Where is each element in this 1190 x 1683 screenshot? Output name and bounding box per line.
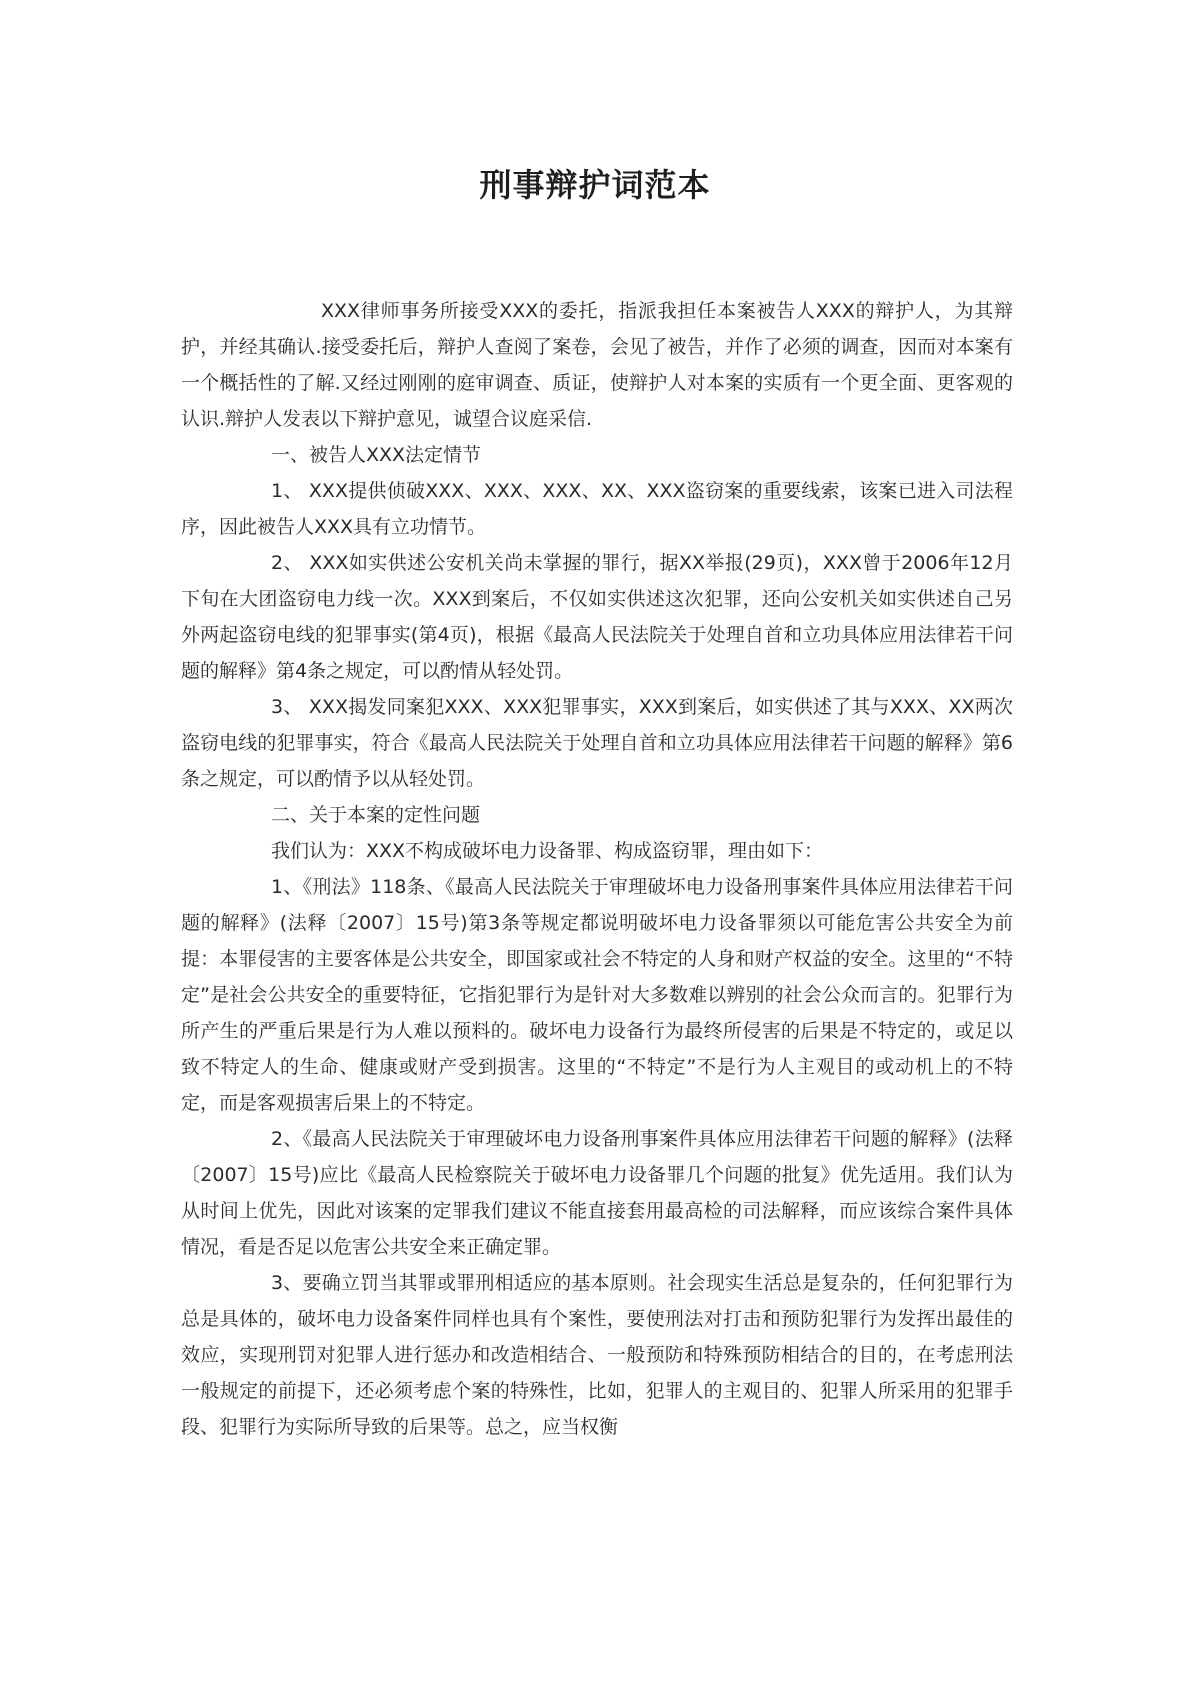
paragraph-item-2: 2、 XXX如实供述公安机关尚未掌握的罪行，据XX举报(29页)，XXX曾于2006年12月下旬在大团盗窃电力线一次。XXX到案后，不仅如实供述这次犯罪，还向公安机关如实供述自己另外两起盗窃电线的犯罪事实(第4页)，根据《最高人民法院关于处理自首和立功具体应用法律若干问题的解释》第4条之规定，可以酌情从轻处罚。 (181, 552, 1013, 682)
document-body (181, 293, 1013, 1445)
section-heading-2: 二、关于本案的定性问题 (271, 804, 481, 826)
reason-paragraph-3: 3、要确立罚当其罪或罪刑相适应的基本原则。社会现实生活总是复杂的，任何犯罪行为总是具体的，破坏电力设备案件同样也具有个案性，要使刑法对打击和预防犯罪行为发挥出最佳的效应，实现刑罚对犯罪人进行惩办和改造相结合、一般预防和特殊预防相结合的目的，在考虑刑法一般规定的前提下，还必须考虑个案的特殊性，比如，犯罪人的主观目的、犯罪人所采用的犯罪手段、犯罪行为实际所导致的后果等。总之，应当权衡 (181, 1272, 1013, 1438)
section-intro-paragraph: 我们认为：XXX不构成破坏电力设备罪、构成盗窃罪，理由如下： (271, 840, 824, 862)
document-title: 刑事辩护词范本 (479, 166, 711, 204)
intro-paragraph: XXX律师事务所接受XXX的委托，指派我担任本案被告人XXX的辩护人，为其辩护，并经其确认.接受委托后，辩护人查阅了案卷，会见了被告，并作了必须的调查，因而对本案有一个概括性的了解.又经过刚刚的庭审调查、质证，使辩护人对本案的实质有一个更全面、更客观的认识.辩护人发表以下辩护意见，诚望合议庭采信. (181, 300, 1013, 430)
paragraph-item-3: 3、 XXX揭发同案犯XXX、XXX犯罪事实，XXX到案后，如实供述了其与XXX、XX两次盗窃电线的犯罪事实，符合《最高人民法院关于处理自首和立功具体应用法律若干问题的解释》第6条之规定，可以酌情予以从轻处罚。 (181, 696, 1013, 790)
reason-paragraph-1: 1、《刑法》118条、《最高人民法院关于审理破坏电力设备刑事案件具体应用法律若干问题的解释》(法释〔2007〕15号)第3条等规定都说明破坏电力设备罪须以可能危害公共安全为前提：本罪侵害的主要客体是公共安全，即国家或社会不特定的人身和财产权益的安全。这里的“不特定”是社会公共安全的重要特征，它指犯罪行为是针对大多数难以辨别的社会公众而言的。犯罪行为所产生的严重后果是行为人难以预料的。破坏电力设备行为最终所侵害的后果是不特定的，或足以致不特定人的生命、健康或财产受到损害。这里的“不特定”不是行为人主观目的或动机上的不特定，而是客观损害后果上的不特定。 (181, 876, 1013, 1114)
paragraph-item-1: 1、 XXX提供侦破XXX、XXX、XXX、XX、XXX盗窃案的重要线索，该案已进入司法程序，因此被告人XXX具有立功情节。 (181, 480, 1013, 538)
section-heading-1: 一、被告人XXX法定情节 (271, 444, 482, 466)
reason-paragraph-2: 2、《最高人民法院关于审理破坏电力设备刑事案件具体应用法律若干问题的解释》(法释〔2007〕15号)应比《最高人民检察院关于破坏电力设备罪几个问题的批复》优先适用。我们认为从时间上优先，因此对该案的定罪我们建议不能直接套用最高检的司法解释，而应该综合案件具体情况，看是否足以危害公共安全来正确定罪。 (181, 1128, 1013, 1258)
